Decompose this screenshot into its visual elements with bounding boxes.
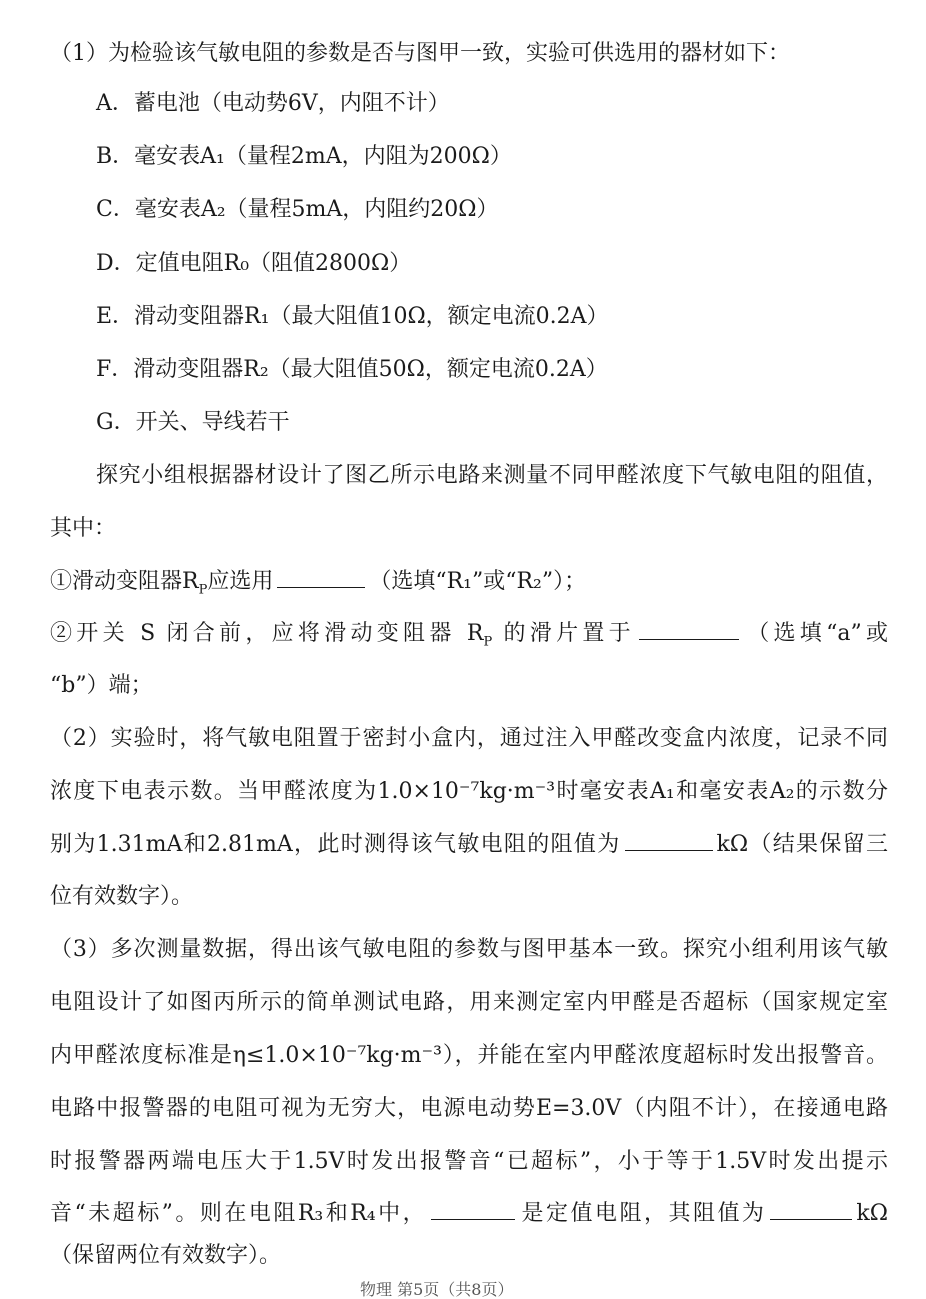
page-footer: 物理 第5页（共8页） bbox=[360, 1280, 514, 1299]
answer-blank-fixed-resistor[interactable] bbox=[431, 1197, 515, 1220]
question-1-2 bbox=[50, 614, 888, 654]
answer-blank-slider-position[interactable] bbox=[639, 617, 739, 640]
q1-mid: 应选用 bbox=[207, 569, 274, 594]
part3-line3: 内甲醛浓度标准是η≤1.0×10⁻⁷kg·m⁻³），并能在室内甲醛浓度超标时发出报警音。 bbox=[50, 1043, 888, 1068]
option-g: G．开关、导线若干 bbox=[96, 410, 290, 435]
option-b: B．毫安表A₁（量程2mA，内阻为200Ω） bbox=[96, 144, 512, 169]
part2-line2: 浓度下电表示数。当甲醛浓度为1.0×10⁻⁷kg·m⁻³时毫安表A₁和毫安表A₂的示数分 bbox=[50, 779, 888, 804]
part1-intro: （1）为检验该气敏电阻的参数是否与图甲一致，实验可供选用的器材如下： bbox=[50, 41, 790, 66]
part3-line4: 电路中报警器的电阻可视为无穷大，电源电动势E=3.0V（内阻不计），在接通电路 bbox=[50, 1096, 888, 1121]
answer-blank-resistance[interactable] bbox=[625, 828, 713, 851]
part3-line1: （3）多次测量数据，得出该气敏电阻的参数与图甲基本一致。探究小组利用该气敏 bbox=[50, 937, 888, 962]
option-f: F．滑动变阻器R₂（最大阻值50Ω，额定电流0.2A） bbox=[96, 357, 608, 382]
answer-blank-resistor-value[interactable] bbox=[770, 1197, 852, 1220]
question-1-1 bbox=[50, 562, 888, 602]
part2-line1: （2）实验时，将气敏电阻置于密封小盒内，通过注入甲醛改变盒内浓度，记录不同 bbox=[50, 726, 888, 751]
q1-subscript: P bbox=[198, 582, 208, 598]
part3-line6 bbox=[50, 1194, 888, 1234]
design-text-line1: 探究小组根据器材设计了图乙所示电路来测量不同甲醛浓度下气敏电阻的阻值， bbox=[96, 463, 888, 488]
question-1-2-cont: “b”）端； bbox=[50, 673, 153, 698]
part2-line3 bbox=[50, 825, 888, 865]
design-text-line2: 其中： bbox=[50, 516, 117, 541]
part2-line3-text: 别为1.31mA和2.81mA，此时测得该气敏电阻的阻值为 bbox=[50, 832, 621, 857]
part3-line5: 时报警器两端电压大于1.5V时发出报警音“已超标”，小于等于1.5V时发出提示 bbox=[50, 1149, 888, 1174]
part3-line6-pre: 音“未超标”。则在电阻R₃和R₄中， bbox=[50, 1201, 428, 1226]
answer-blank-rp-choice[interactable] bbox=[277, 565, 365, 588]
part3-line6-unit: kΩ bbox=[856, 1201, 888, 1226]
part2-line3-unit: kΩ（结果保留三 bbox=[716, 832, 888, 857]
part3-line6-mid: 是定值电阻，其阻值为 bbox=[519, 1201, 767, 1226]
q2-prefix: ②开关 S 闭合前，应将滑动变阻器 R bbox=[50, 621, 484, 646]
part2-line4: 位有效数字）。 bbox=[50, 884, 194, 909]
q1-suffix: （选填“R₁”或“R₂”）； bbox=[369, 569, 587, 594]
q2-suffix: （选填“a”或 bbox=[742, 621, 888, 646]
option-c: C．毫安表A₂（量程5mA，内阻约20Ω） bbox=[96, 197, 499, 222]
option-a: A．蓄电池（电动势6V，内阻不计） bbox=[96, 91, 450, 116]
q2-mid: 的滑片置于 bbox=[492, 621, 635, 646]
part3-line2: 电阻设计了如图丙所示的简单测试电路，用来测定室内甲醛是否超标（国家规定室 bbox=[50, 990, 888, 1015]
option-e: E．滑动变阻器R₁（最大阻值10Ω，额定电流0.2A） bbox=[96, 304, 609, 329]
q1-prefix: ①滑动变阻器R bbox=[50, 569, 199, 594]
q2-subscript: P bbox=[483, 634, 493, 650]
option-d: D．定值电阻R₀（阻值2800Ω） bbox=[96, 251, 412, 276]
part3-line7: （保留两位有效数字）。 bbox=[50, 1243, 282, 1268]
